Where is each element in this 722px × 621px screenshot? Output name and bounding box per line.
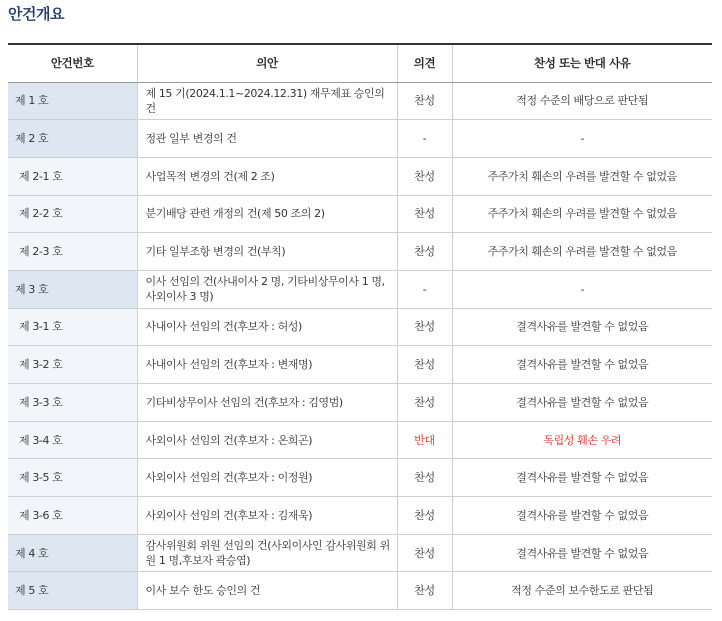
table-row	[8, 270, 712, 308]
table-row	[8, 233, 712, 271]
table-row	[8, 82, 712, 120]
opinion-cell: 찬성	[397, 384, 452, 422]
agenda-number-cell: 제 3 호	[8, 270, 137, 308]
opinion-cell: 찬성	[397, 82, 452, 120]
table-row	[8, 497, 712, 535]
agenda-number-cell: 제 1 호	[8, 82, 137, 120]
table-row	[8, 459, 712, 497]
agenda-number-cell: 제 3-4 호	[8, 421, 137, 459]
reason-cell: 적정 수준의 보수한도로 판단됨	[452, 572, 712, 610]
table-header-row	[8, 44, 712, 82]
agenda-table	[8, 43, 712, 610]
opinion-cell: 찬성	[397, 534, 452, 572]
table-row	[8, 308, 712, 346]
agenda-title-cell: 이사 보수 한도 승인의 건	[137, 572, 397, 610]
agenda-title-cell: 분기배당 관련 개정의 건(제 50 조의 2)	[137, 195, 397, 233]
agenda-number-cell: 제 3-2 호	[8, 346, 137, 384]
agenda-title-cell: 사내이사 선임의 건(후보자 : 변재명)	[137, 346, 397, 384]
header-opinion: 의견	[397, 44, 452, 82]
agenda-title-cell: 사외이사 선임의 건(후보자 : 김재욱)	[137, 497, 397, 535]
table-row	[8, 384, 712, 422]
opinion-cell: 찬성	[397, 233, 452, 271]
opinion-cell: -	[397, 120, 452, 158]
table-row	[8, 346, 712, 384]
agenda-title-cell: 사외이사 선임의 건(후보자 : 온희곤)	[137, 421, 397, 459]
opinion-cell: 찬성	[397, 497, 452, 535]
agenda-title-cell: 이사 선임의 건(사내이사 2 명, 기타비상무이사 1 명, 사외이사 3 명)	[137, 270, 397, 308]
agenda-title-cell: 정관 일부 변경의 건	[137, 120, 397, 158]
agenda-number-cell: 제 5 호	[8, 572, 137, 610]
opinion-cell: 반대	[397, 421, 452, 459]
table-row	[8, 157, 712, 195]
reason-cell: 결격사유를 발견할 수 없었음	[452, 346, 712, 384]
reason-cell: 결격사유를 발견할 수 없었음	[452, 384, 712, 422]
table-row	[8, 421, 712, 459]
reason-cell: 주주가치 훼손의 우려를 발견할 수 없었음	[452, 233, 712, 271]
agenda-number-cell: 제 4 호	[8, 534, 137, 572]
table-row	[8, 195, 712, 233]
reason-cell: 결격사유를 발견할 수 없었음	[452, 534, 712, 572]
agenda-title-cell: 사외이사 선임의 건(후보자 : 이정원)	[137, 459, 397, 497]
agenda-title-cell: 사내이사 선임의 건(후보자 : 허성)	[137, 308, 397, 346]
reason-cell: 결격사유를 발견할 수 없었음	[452, 459, 712, 497]
agenda-title-cell: 기타 일부조항 변경의 건(부칙)	[137, 233, 397, 271]
header-reason: 찬성 또는 반대 사유	[452, 44, 712, 82]
opinion-cell: 찬성	[397, 308, 452, 346]
agenda-number-cell: 제 3-6 호	[8, 497, 137, 535]
page-title: 안건개요	[8, 5, 64, 23]
reason-cell: 적정 수준의 배당으로 판단됨	[452, 82, 712, 120]
agenda-title-cell: 제 15 기(2024.1.1~2024.12.31) 재무제표 승인의 건	[137, 82, 397, 120]
table-row	[8, 534, 712, 572]
agenda-title-cell: 감사위원회 위원 선임의 건(사외이사인 감사위원회 위원 1 명,후보자 곽승엽)	[137, 534, 397, 572]
opinion-cell: -	[397, 270, 452, 308]
opinion-cell: 찬성	[397, 459, 452, 497]
opinion-cell: 찬성	[397, 346, 452, 384]
reason-cell: 주주가치 훼손의 우려를 발견할 수 없었음	[452, 157, 712, 195]
opinion-cell: 찬성	[397, 572, 452, 610]
agenda-number-cell: 제 3-1 호	[8, 308, 137, 346]
reason-cell: -	[452, 120, 712, 158]
agenda-number-cell: 제 3-3 호	[8, 384, 137, 422]
reason-cell: 독립성 훼손 우려	[452, 421, 712, 459]
opinion-cell: 찬성	[397, 195, 452, 233]
reason-cell: 결격사유를 발견할 수 없었음	[452, 308, 712, 346]
agenda-number-cell: 제 2-1 호	[8, 157, 137, 195]
reason-cell: -	[452, 270, 712, 308]
agenda-number-cell: 제 3-5 호	[8, 459, 137, 497]
agenda-title-cell: 사업목적 변경의 건(제 2 조)	[137, 157, 397, 195]
header-agenda-number: 안건번호	[8, 44, 137, 82]
agenda-number-cell: 제 2 호	[8, 120, 137, 158]
table-row	[8, 120, 712, 158]
reason-cell: 주주가치 훼손의 우려를 발견할 수 없었음	[452, 195, 712, 233]
agenda-title-cell: 기타비상무이사 선임의 건(후보자 : 김영범)	[137, 384, 397, 422]
agenda-number-cell: 제 2-2 호	[8, 195, 137, 233]
reason-cell: 결격사유를 발견할 수 없었음	[452, 497, 712, 535]
header-agenda: 의안	[137, 44, 397, 82]
opinion-cell: 찬성	[397, 157, 452, 195]
agenda-number-cell: 제 2-3 호	[8, 233, 137, 271]
table-row	[8, 572, 712, 610]
